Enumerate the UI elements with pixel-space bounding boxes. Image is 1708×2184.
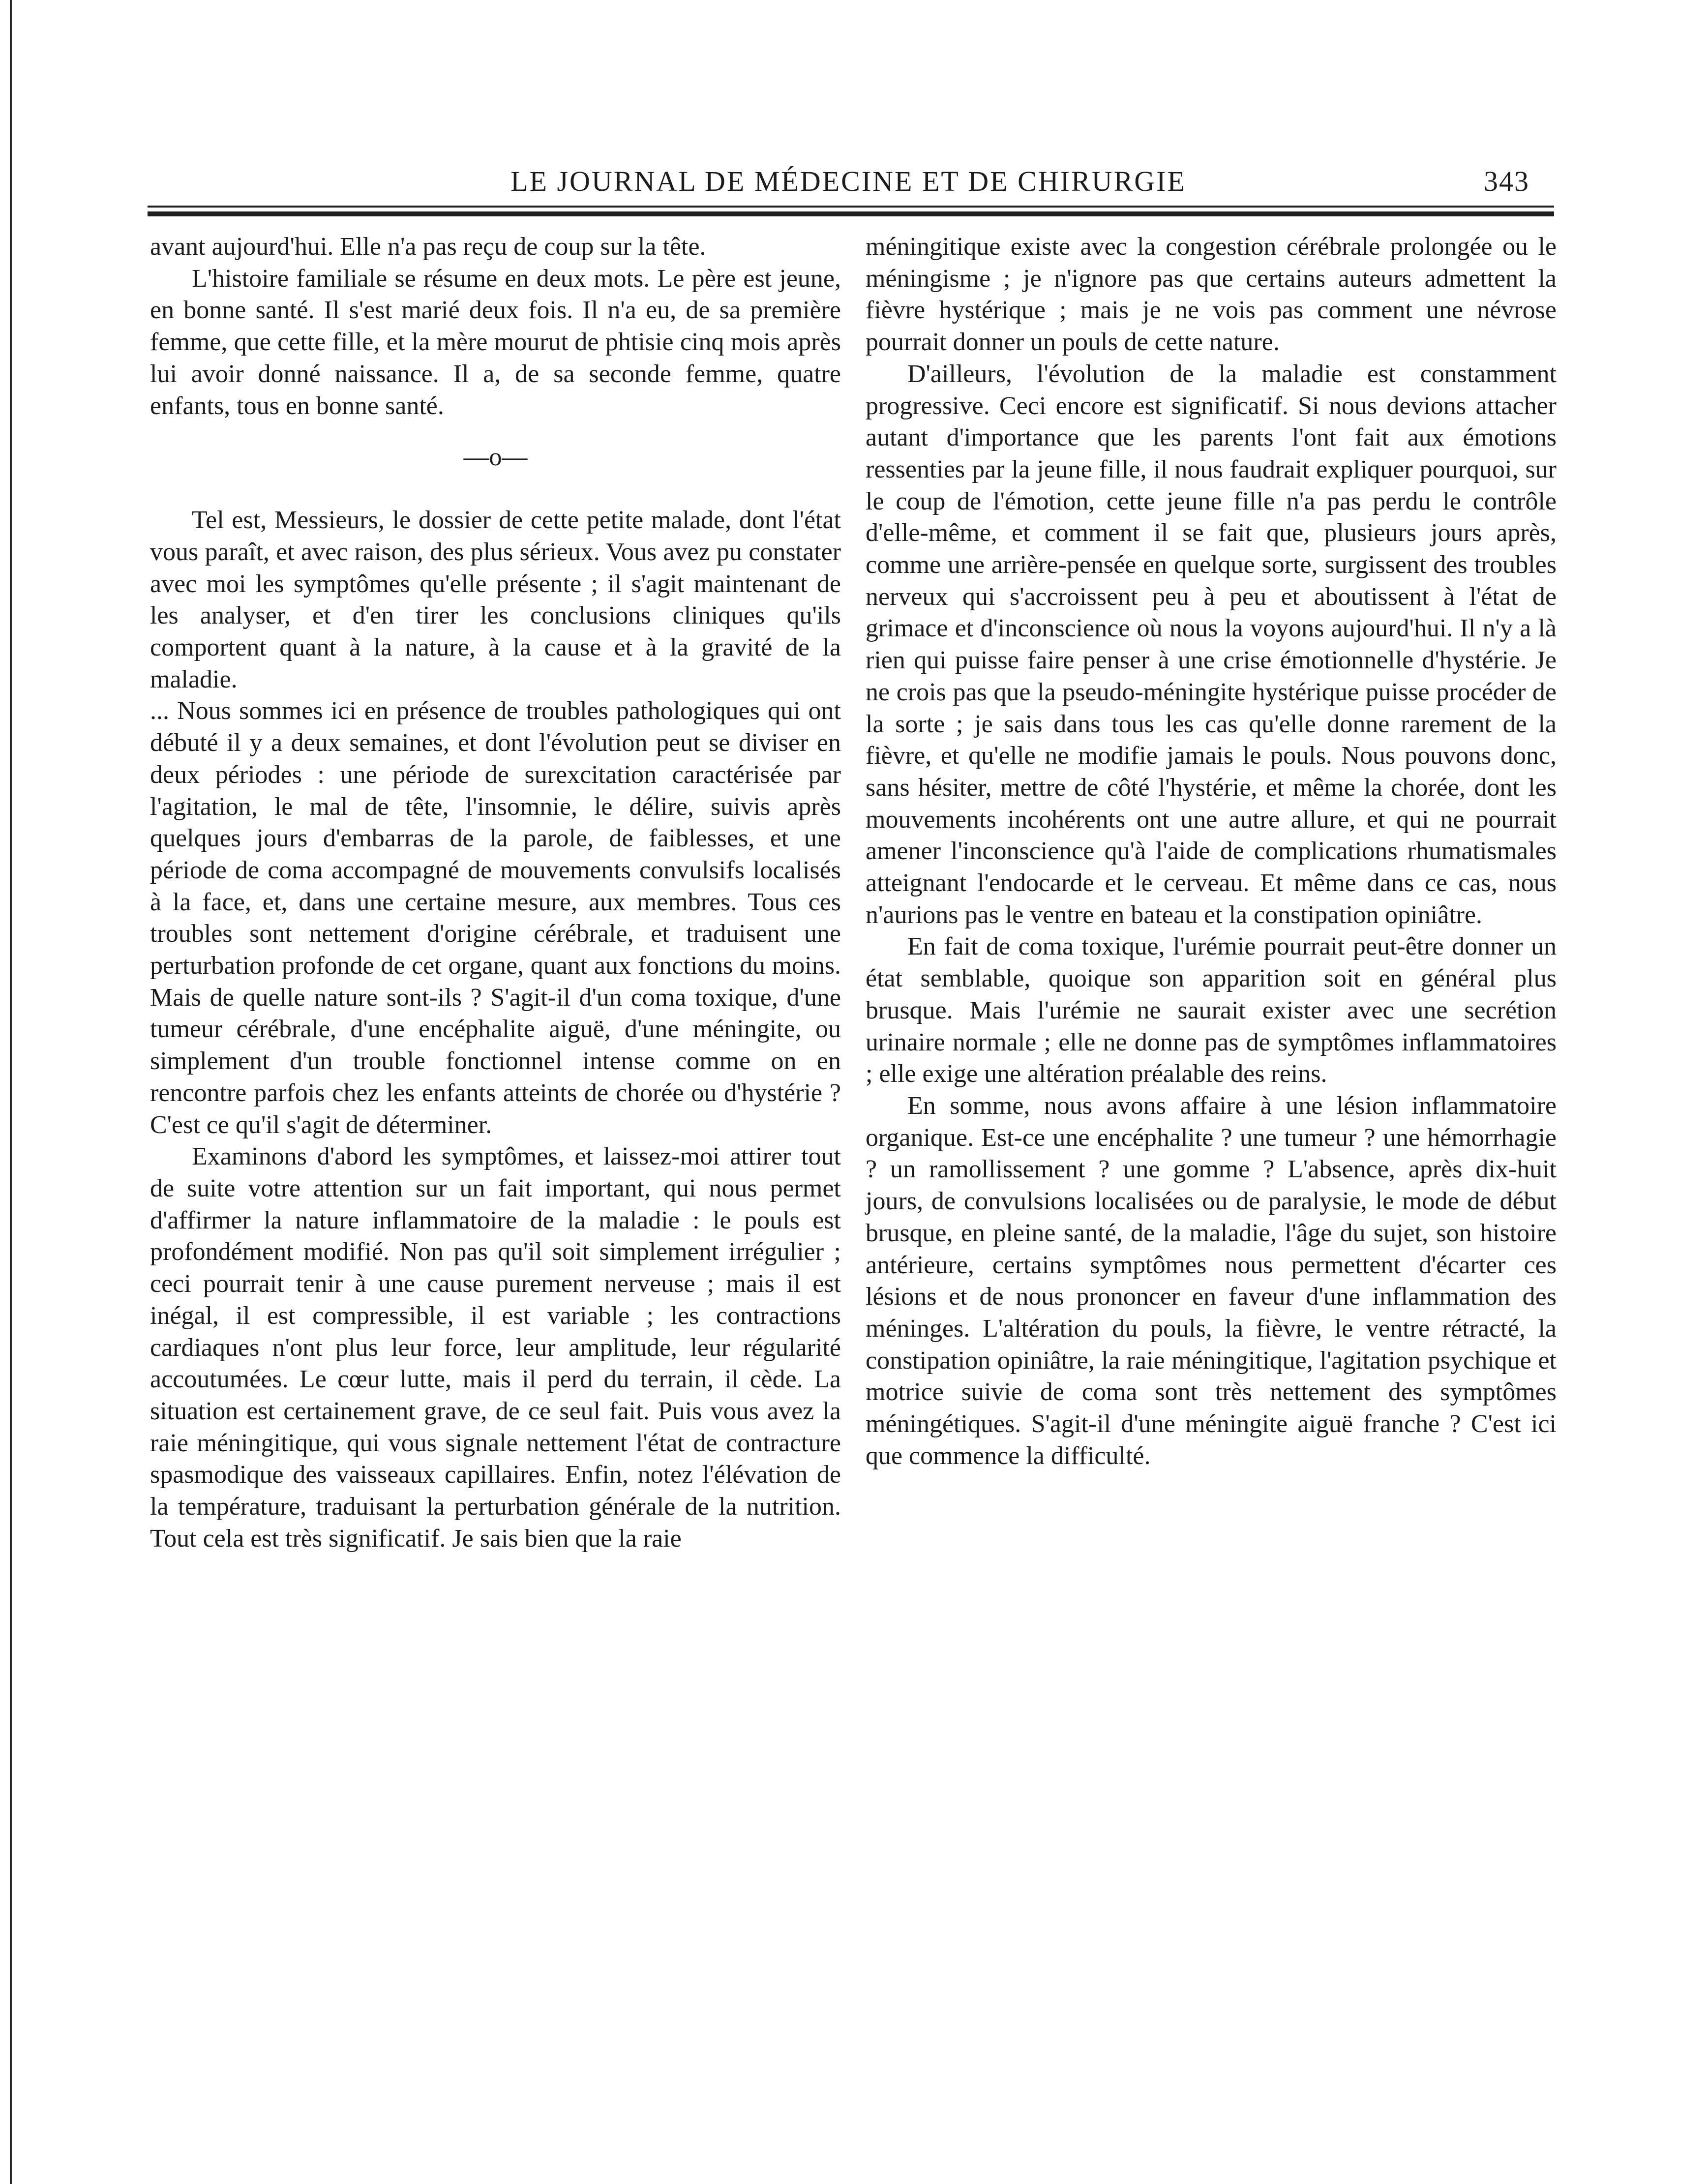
paragraph: méningitique existe avec la congestion cérébrale prolongée ou le méningisme ; je n'ignore pas que certains auteurs admettent la fièvre hystérique ; mais je ne vois pas comment une névrose pourrait donner un pouls de cette nature. (866, 233, 1557, 357)
paragraph: ... Nous sommes ici en présence de troubles pathologiques qui ont débuté il y a deux semaines, et dont l'évolution peut se diviser en deux périodes : une période de surexcitation caractérisée par l'agitation, le mal de tête, l'insomnie, le délire, suivis après quelques jours d'embarras de la parole, de faiblesses, et une période de coma accompagné de mouvements convulsifs localisés à la face, et, dans une certaine mesure, aux membres. Tous ces troubles sont nettement d'origine cérébrale, et traduisent une perturbation profonde de cet organe, quant aux fonctions du moins. Mais de quelle nature sont-ils ? S'agit-il d'un coma toxique, d'une tumeur cérébrale, d'une encéphalite aiguë, d'une méningite, ou simplement d'un trouble fonctionnel intense comme on en rencontre parfois chez les enfants atteints de chorée ou d'hystérie ? C'est ce qu'il s'agit de déterminer. (150, 697, 841, 1139)
paragraph: Examinons d'abord les symptômes, et laissez-moi attirer tout de suite votre attention sur un fait important, qui nous permet d'affirmer la nature inflammatoire de la maladie : le pouls est profondément modifié. Non pas qu'il soit simplement irrégulier ; ceci pourrait tenir à une cause purement nerveuse ; mais il est inégal, il est compressible, il est variable ; les contractions cardiaques n'ont plus leur force, leur amplitude, leur régularité accoutumées. Le cœur lutte, mais il perd du terrain, il cède. La situation est certainement grave, de ce seul fait. Puis vous avez la raie méningitique, qui vous signale nettement l'état de contracture spasmodique des vaisseaux capillaires. Enfin, notez l'élévation de la température, traduisant la perturbation générale de la nutrition. Tout cela est très significatif. Je sais bien que la raie (150, 1142, 841, 1553)
left-column (150, 231, 841, 1555)
journal-title: LE JOURNAL DE MÉDECINE ET DE CHIRURGIE (510, 165, 1186, 197)
paragraph: avant aujourd'hui. Elle n'a pas reçu de coup sur la tête. (150, 233, 706, 261)
paragraph: En fait de coma toxique, l'urémie pourrait peut-être donner un état semblable, quoique son apparition soit en général plus brusque. Mais l'urémie ne saurait exister avec une secrétion urinaire normale ; elle ne donne pas de symptômes inflammatoires ; elle exige une altération préalable des reins. (866, 932, 1557, 1088)
paragraph: D'ailleurs, l'évolution de la maladie est constamment progressive. Ceci encore est significatif. Si nous devions attacher autant d'importance que les parents l'ont fait aux émotions ressenties par la jeune fille, il nous faudrait expliquer pourquoi, sur le coup de l'émotion, cette jeune fille n'a pas perdu le contrôle d'elle-même, et comment il se fait que, plusieurs jours après, comme une arrière-pensée en quelque sorte, surgissent des troubles nerveux qui s'accroissent peu à peu et aboutissent à l'état de grimace et d'inconscience où nous la voyons aujourd'hui. Il n'y a là rien qui puisse faire penser à une crise émotionnelle d'hystérie. Je ne crois pas que la pseudo-méningite hystérique puisse procéder de la sorte ; je sais dans tous les cas qu'elle donne rarement de la fièvre, et qu'elle ne modifie jamais le pouls. Nous pouvons donc, sans hésiter, mettre de côté l'hystérie, et même la chorée, dont les mouvements incohérents ont une autre allure, et qui ne pourrait amener l'inconscience qu'à l'aide de complications rhumatismales atteignant l'endocarde et le cerveau. Et même dans ce cas, nous n'aurions pas le ventre en bateau et la constipation opiniâtre. (866, 359, 1557, 929)
page-number: 343 (1484, 165, 1529, 197)
section-separator: —o— (463, 443, 528, 472)
paragraph: Tel est, Messieurs, le dossier de cette petite malade, dont l'état vous paraît, et avec raison, des plus sérieux. Vous avez pu constater avec moi les symptômes qu'elle présente ; il s'agit maintenant de les analyser, et d'en tirer les conclusions cliniques qu'ils comportent quant à la nature, à la cause et à la gravité de la maladie. (150, 506, 841, 693)
paragraph: L'histoire familiale se résume en deux mots. Le père est jeune, en bonne santé. Il s'est marié deux fois. Il n'a eu, de sa première femme, que cette fille, et la mère mourut de phtisie cinq mois après lui avoir donné naissance. Il a, de sa seconde femme, quatre enfants, tous en bonne santé. (150, 264, 841, 420)
header-rule-thin (148, 206, 1554, 208)
page-edge-rule (10, 0, 12, 2184)
paragraph: En somme, nous avons affaire à une lésion inflammatoire organique. Est-ce une encéphalite ? une tumeur ? une hémorrhagie ? un ramollissement ? une gomme ? L'absence, après dix-huit jours, de convulsions localisées ou de paralysie, le mode de début brusque, en pleine santé, de la maladie, l'âge du sujet, son histoire antérieure, certains symptômes nous permettent d'écarter ces lésions et de nous prononcer en faveur d'une inflammation des méninges. L'altération du pouls, la fièvre, le ventre rétracté, la constipation opiniâtre, la raie méningitique, l'agitation psychique et motrice suivie de coma sont très nettement des symptômes méningétiques. S'agit-il d'une méningite aiguë franche ? C'est ici que commence la difficulté. (866, 1091, 1557, 1470)
header-rule-thick (148, 211, 1554, 216)
right-column (866, 231, 1557, 1472)
